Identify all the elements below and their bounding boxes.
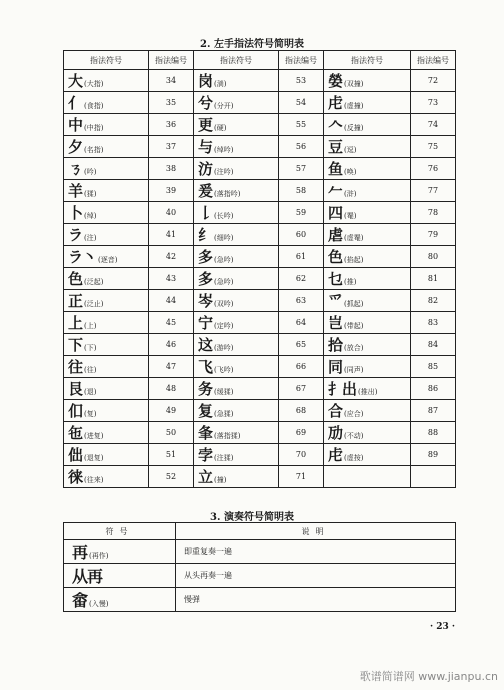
table-row	[64, 136, 456, 158]
header-number-3: 指法编号	[411, 51, 456, 70]
fingering-name: (应合)	[344, 410, 364, 418]
fingering-name: (缓猱)	[214, 388, 234, 396]
fingering-glyph: ラ	[68, 226, 83, 244]
fingering-glyph: 正	[68, 292, 83, 310]
fingering-name: (注吟)	[214, 168, 234, 176]
fingering-name: (进复)	[84, 432, 104, 440]
fingering-number: 86	[411, 378, 456, 400]
symbol-cell	[64, 334, 149, 356]
fingering-name: (双吟)	[214, 300, 234, 308]
fingering-name: (吟)	[84, 168, 97, 176]
fingering-number: 89	[411, 444, 456, 466]
description-cell: 从头再奏一遍	[176, 564, 456, 588]
fingering-name: (食指)	[84, 102, 104, 110]
symbol-cell	[324, 158, 411, 180]
fingering-number: 87	[411, 400, 456, 422]
symbol-cell	[194, 444, 279, 466]
symbol-cell	[194, 356, 279, 378]
fingering-number: 88	[411, 422, 456, 444]
fingering-number: 80	[411, 246, 456, 268]
table-row	[64, 400, 456, 422]
fingering-name: (定吟)	[214, 322, 234, 330]
fingering-number: 51	[149, 444, 194, 466]
symbol-cell	[324, 224, 411, 246]
header-number-1: 指法编号	[149, 51, 194, 70]
symbol-cell	[324, 444, 411, 466]
symbol-cell	[64, 588, 176, 612]
fingering-number: 75	[411, 136, 456, 158]
table-row	[64, 180, 456, 202]
fingering-number: 37	[149, 136, 194, 158]
fingering-name: (虚按)	[344, 454, 364, 462]
symbol-cell	[324, 202, 411, 224]
fingering-number	[411, 466, 456, 488]
symbol-cell	[194, 136, 279, 158]
fingering-name: (落指猱)	[214, 432, 241, 440]
fingering-name: (往来)	[84, 476, 104, 484]
fingering-glyph: 乜	[328, 270, 343, 288]
fingering-number: 40	[149, 202, 194, 224]
left-hand-fingering-table	[63, 50, 456, 488]
table-row	[64, 334, 456, 356]
header-symbol-1: 指法符号	[64, 51, 149, 70]
symbol-cell	[324, 180, 411, 202]
fingering-number: 77	[411, 180, 456, 202]
fingering-glyph: 鱼	[328, 160, 343, 178]
fingering-glyph: 大	[68, 72, 83, 90]
symbol-cell	[324, 356, 411, 378]
fingering-number: 54	[279, 92, 324, 114]
fingering-number: 66	[279, 356, 324, 378]
fingering-number: 48	[149, 378, 194, 400]
description-cell: 慢弹	[176, 588, 456, 612]
symbol-cell	[324, 136, 411, 158]
performance-glyph: 再	[72, 543, 88, 562]
description-cell: 即重复奏一遍	[176, 540, 456, 564]
fingering-glyph: 中	[68, 116, 83, 134]
fingering-name: (淌)	[214, 80, 227, 88]
fingering-name: (下)	[84, 344, 97, 352]
fingering-number: 38	[149, 158, 194, 180]
fingering-number: 74	[411, 114, 456, 136]
fingering-glyph: 嫈	[328, 72, 343, 90]
performance-name: (再作)	[89, 552, 109, 560]
fingering-glyph: 立	[198, 468, 213, 486]
fingering-glyph: 上	[68, 314, 83, 332]
symbol-cell	[194, 268, 279, 290]
symbol-cell	[64, 202, 149, 224]
symbol-cell	[64, 158, 149, 180]
fingering-number: 83	[411, 312, 456, 334]
fingering-name: (虚罨)	[344, 234, 364, 242]
fingering-glyph: 㐰	[68, 402, 83, 420]
fingering-number: 64	[279, 312, 324, 334]
fingering-glyph: 宁	[198, 314, 213, 332]
fingering-glyph: 色	[328, 248, 343, 266]
symbol-cell	[194, 224, 279, 246]
symbol-cell	[64, 564, 176, 588]
fingering-glyph: 兮	[198, 94, 213, 112]
fingering-glyph: 夆	[198, 424, 213, 442]
fingering-glyph: 更	[198, 116, 213, 134]
fingering-glyph: 羊	[68, 182, 83, 200]
fingering-number: 35	[149, 92, 194, 114]
header-symbol-2: 指法符号	[194, 51, 279, 70]
page-number: · 23 ·	[430, 622, 456, 632]
symbol-cell	[64, 92, 149, 114]
symbol-cell	[64, 356, 149, 378]
fingering-number: 69	[279, 422, 324, 444]
performance-symbol-table	[63, 522, 456, 612]
symbol-cell	[324, 70, 411, 92]
fingering-glyph: 色	[68, 270, 83, 288]
table2-header-row	[64, 523, 456, 540]
fingering-name: (双撞)	[344, 80, 364, 88]
fingering-number: 76	[411, 158, 456, 180]
table-row	[64, 378, 456, 400]
fingering-number: 34	[149, 70, 194, 92]
table-row	[64, 92, 456, 114]
fingering-number: 59	[279, 202, 324, 224]
symbol-cell	[194, 334, 279, 356]
fingering-number: 46	[149, 334, 194, 356]
fingering-number: 67	[279, 378, 324, 400]
fingering-glyph: 艮	[68, 380, 83, 398]
symbol-cell	[64, 114, 149, 136]
fingering-number: 53	[279, 70, 324, 92]
fingering-glyph: 㑁	[68, 446, 83, 464]
fingering-number: 52	[149, 466, 194, 488]
symbol-cell	[194, 180, 279, 202]
fingering-name: (泛止)	[84, 300, 104, 308]
fingering-number: 84	[411, 334, 456, 356]
fingering-number: 58	[279, 180, 324, 202]
symbol-cell	[324, 334, 411, 356]
fingering-number: 36	[149, 114, 194, 136]
fingering-name: (大指)	[84, 80, 104, 88]
symbol-cell	[324, 246, 411, 268]
fingering-name: (名指)	[84, 146, 104, 154]
fingering-name: (罨)	[344, 212, 357, 220]
fingering-name: (推出)	[358, 388, 378, 396]
table-row	[64, 202, 456, 224]
header-description: 说明	[176, 523, 456, 540]
fingering-number: 82	[411, 290, 456, 312]
fingering-name: (逐音)	[98, 256, 118, 264]
fingering-name: (退)	[84, 388, 97, 396]
fingering-glyph: 飞	[198, 358, 213, 376]
fingering-glyph: 爰	[198, 182, 213, 200]
fingering-glyph: 多	[198, 248, 213, 266]
symbol-cell	[64, 246, 149, 268]
fingering-name: (落指吟)	[214, 190, 241, 198]
table-row	[64, 224, 456, 246]
symbol-cell	[64, 466, 149, 488]
fingering-name: (往)	[84, 366, 97, 374]
fingering-glyph: 与	[198, 138, 213, 156]
fingering-glyph: 𠆢	[328, 116, 343, 134]
table-row	[64, 540, 456, 564]
symbol-cell	[64, 400, 149, 422]
symbol-cell	[194, 92, 279, 114]
fingering-glyph: 夕	[68, 138, 83, 156]
symbol-cell	[64, 180, 149, 202]
fingering-name: (唤)	[344, 168, 357, 176]
fingering-glyph: 这	[198, 336, 213, 354]
table1-header-row	[64, 51, 456, 70]
fingering-number: 49	[149, 400, 194, 422]
fingering-name: (同声)	[344, 366, 364, 374]
fingering-name: (长吟)	[214, 212, 234, 220]
fingering-number: 78	[411, 202, 456, 224]
fingering-glyph: 虍	[328, 94, 343, 112]
symbol-cell	[64, 422, 149, 444]
fingering-glyph: 岑	[198, 292, 213, 310]
fingering-name: (注猱)	[214, 454, 234, 462]
fingering-name: (绰吟)	[214, 146, 234, 154]
fingering-glyph: 豆	[328, 138, 343, 156]
fingering-glyph: 虍	[328, 446, 343, 464]
symbol-cell	[194, 246, 279, 268]
table-row	[64, 114, 456, 136]
table-row	[64, 290, 456, 312]
symbol-cell	[194, 70, 279, 92]
fingering-name: (不动)	[344, 432, 364, 440]
symbol-cell	[194, 378, 279, 400]
fingering-glyph: 拾	[328, 336, 343, 354]
fingering-name: (撞)	[214, 476, 227, 484]
symbol-cell	[324, 312, 411, 334]
fingering-number: 85	[411, 356, 456, 378]
fingering-name: (绰)	[84, 212, 97, 220]
symbol-cell	[64, 224, 149, 246]
performance-glyph: 从再	[72, 567, 103, 586]
symbol-cell	[324, 466, 411, 488]
fingering-glyph: 𠂉	[328, 182, 343, 200]
fingering-number: 55	[279, 114, 324, 136]
fingering-name: (逗)	[344, 146, 357, 154]
symbol-cell	[194, 290, 279, 312]
symbol-cell	[194, 422, 279, 444]
fingering-name: (中指)	[84, 124, 104, 132]
fingering-name: (放合)	[344, 344, 364, 352]
fingering-name: (带起)	[344, 322, 364, 330]
fingering-name: (注)	[84, 234, 97, 242]
fingering-glyph: 虐	[328, 226, 343, 244]
table-row	[64, 564, 456, 588]
fingering-glyph: 岂	[328, 314, 343, 332]
fingering-glyph: 下	[68, 336, 83, 354]
fingering-name: (急吟)	[214, 256, 234, 264]
fingering-glyph: 㐌	[68, 424, 83, 442]
symbol-cell	[324, 290, 411, 312]
table-row	[64, 422, 456, 444]
fingering-name: (泛起)	[84, 278, 104, 286]
fingering-glyph: 徕	[68, 468, 83, 486]
fingering-glyph: 亻	[68, 94, 83, 112]
table-row	[64, 70, 456, 92]
fingering-number: 70	[279, 444, 324, 466]
fingering-name: (硬)	[214, 124, 227, 132]
watermark: 歌谱简谱网 www.jianpu.cn	[359, 670, 498, 683]
fingering-name: (反撞)	[344, 124, 364, 132]
fingering-name: (退复)	[84, 454, 104, 462]
table-row	[64, 268, 456, 290]
symbol-cell	[194, 400, 279, 422]
table-row	[64, 444, 456, 466]
fingering-number: 57	[279, 158, 324, 180]
fingering-number: 60	[279, 224, 324, 246]
fingering-name: (抓起)	[344, 300, 364, 308]
fingering-number: 81	[411, 268, 456, 290]
fingering-number: 41	[149, 224, 194, 246]
symbol-cell	[64, 290, 149, 312]
symbol-cell	[324, 114, 411, 136]
fingering-name: (飞吟)	[214, 366, 234, 374]
fingering-number: 45	[149, 312, 194, 334]
symbol-cell	[64, 378, 149, 400]
fingering-number: 39	[149, 180, 194, 202]
table1-title: 2. 左手指法符号简明表	[200, 39, 304, 50]
fingering-number: 63	[279, 290, 324, 312]
fingering-name: (虚撞)	[344, 102, 364, 110]
fingering-number: 50	[149, 422, 194, 444]
fingering-glyph: 爫	[328, 292, 343, 310]
table-row	[64, 158, 456, 180]
fingering-glyph: 劢	[328, 424, 343, 442]
performance-name: (入慢)	[89, 600, 109, 608]
fingering-glyph: 同	[328, 358, 343, 376]
fingering-glyph: 纟	[198, 226, 213, 244]
fingering-glyph: 四	[328, 204, 343, 222]
fingering-name: (推)	[344, 278, 357, 286]
fingering-number: 72	[411, 70, 456, 92]
fingering-name: (复)	[84, 410, 97, 418]
fingering-glyph: ㄋ	[68, 160, 83, 178]
fingering-name: (细吟)	[214, 234, 234, 242]
fingering-number: 61	[279, 246, 324, 268]
fingering-glyph: 合	[328, 402, 343, 420]
table2-title: 3. 演奏符号简明表	[210, 512, 294, 523]
fingering-name: (浒)	[344, 190, 357, 198]
header-symbol: 符号	[64, 523, 176, 540]
fingering-glyph: 孛	[198, 446, 213, 464]
fingering-name: (急吟)	[214, 278, 234, 286]
fingering-name: (急猱)	[214, 410, 234, 418]
symbol-cell	[64, 268, 149, 290]
symbol-cell	[324, 400, 411, 422]
table-row	[64, 356, 456, 378]
performance-glyph: 畲	[72, 591, 88, 610]
symbol-cell	[194, 312, 279, 334]
fingering-glyph: 𠄌	[198, 204, 213, 222]
fingering-number: 65	[279, 334, 324, 356]
symbol-cell	[194, 158, 279, 180]
symbol-cell	[194, 114, 279, 136]
fingering-number: 43	[149, 268, 194, 290]
fingering-glyph: 汸	[198, 160, 213, 178]
symbol-cell	[64, 70, 149, 92]
fingering-glyph: 多	[198, 270, 213, 288]
fingering-number: 71	[279, 466, 324, 488]
symbol-cell	[64, 136, 149, 158]
fingering-glyph: 岗	[198, 72, 213, 90]
fingering-glyph: 往	[68, 358, 83, 376]
symbol-cell	[324, 268, 411, 290]
fingering-glyph: 扌出	[328, 380, 357, 398]
fingering-name: (掐起)	[344, 256, 364, 264]
header-symbol-3: 指法符号	[324, 51, 411, 70]
header-number-2: 指法编号	[279, 51, 324, 70]
fingering-name: (游吟)	[214, 344, 234, 352]
fingering-number: 73	[411, 92, 456, 114]
fingering-name: (上)	[84, 322, 97, 330]
symbol-cell	[64, 540, 176, 564]
fingering-glyph: 复	[198, 402, 213, 420]
fingering-number: 47	[149, 356, 194, 378]
table-row	[64, 466, 456, 488]
table-row	[64, 588, 456, 612]
fingering-glyph: 卜	[68, 204, 83, 222]
fingering-number: 44	[149, 290, 194, 312]
fingering-number: 56	[279, 136, 324, 158]
fingering-number: 42	[149, 246, 194, 268]
symbol-cell	[324, 422, 411, 444]
symbol-cell	[194, 466, 279, 488]
fingering-glyph: ラ丶	[68, 248, 97, 266]
fingering-name: (分开)	[214, 102, 234, 110]
fingering-name: (猱)	[84, 190, 97, 198]
symbol-cell	[194, 202, 279, 224]
fingering-number: 68	[279, 400, 324, 422]
fingering-glyph: 务	[198, 380, 213, 398]
fingering-number: 79	[411, 224, 456, 246]
table-row	[64, 246, 456, 268]
fingering-number: 62	[279, 268, 324, 290]
symbol-cell	[64, 312, 149, 334]
table-row	[64, 312, 456, 334]
symbol-cell	[64, 444, 149, 466]
symbol-cell	[324, 378, 411, 400]
symbol-cell	[324, 92, 411, 114]
